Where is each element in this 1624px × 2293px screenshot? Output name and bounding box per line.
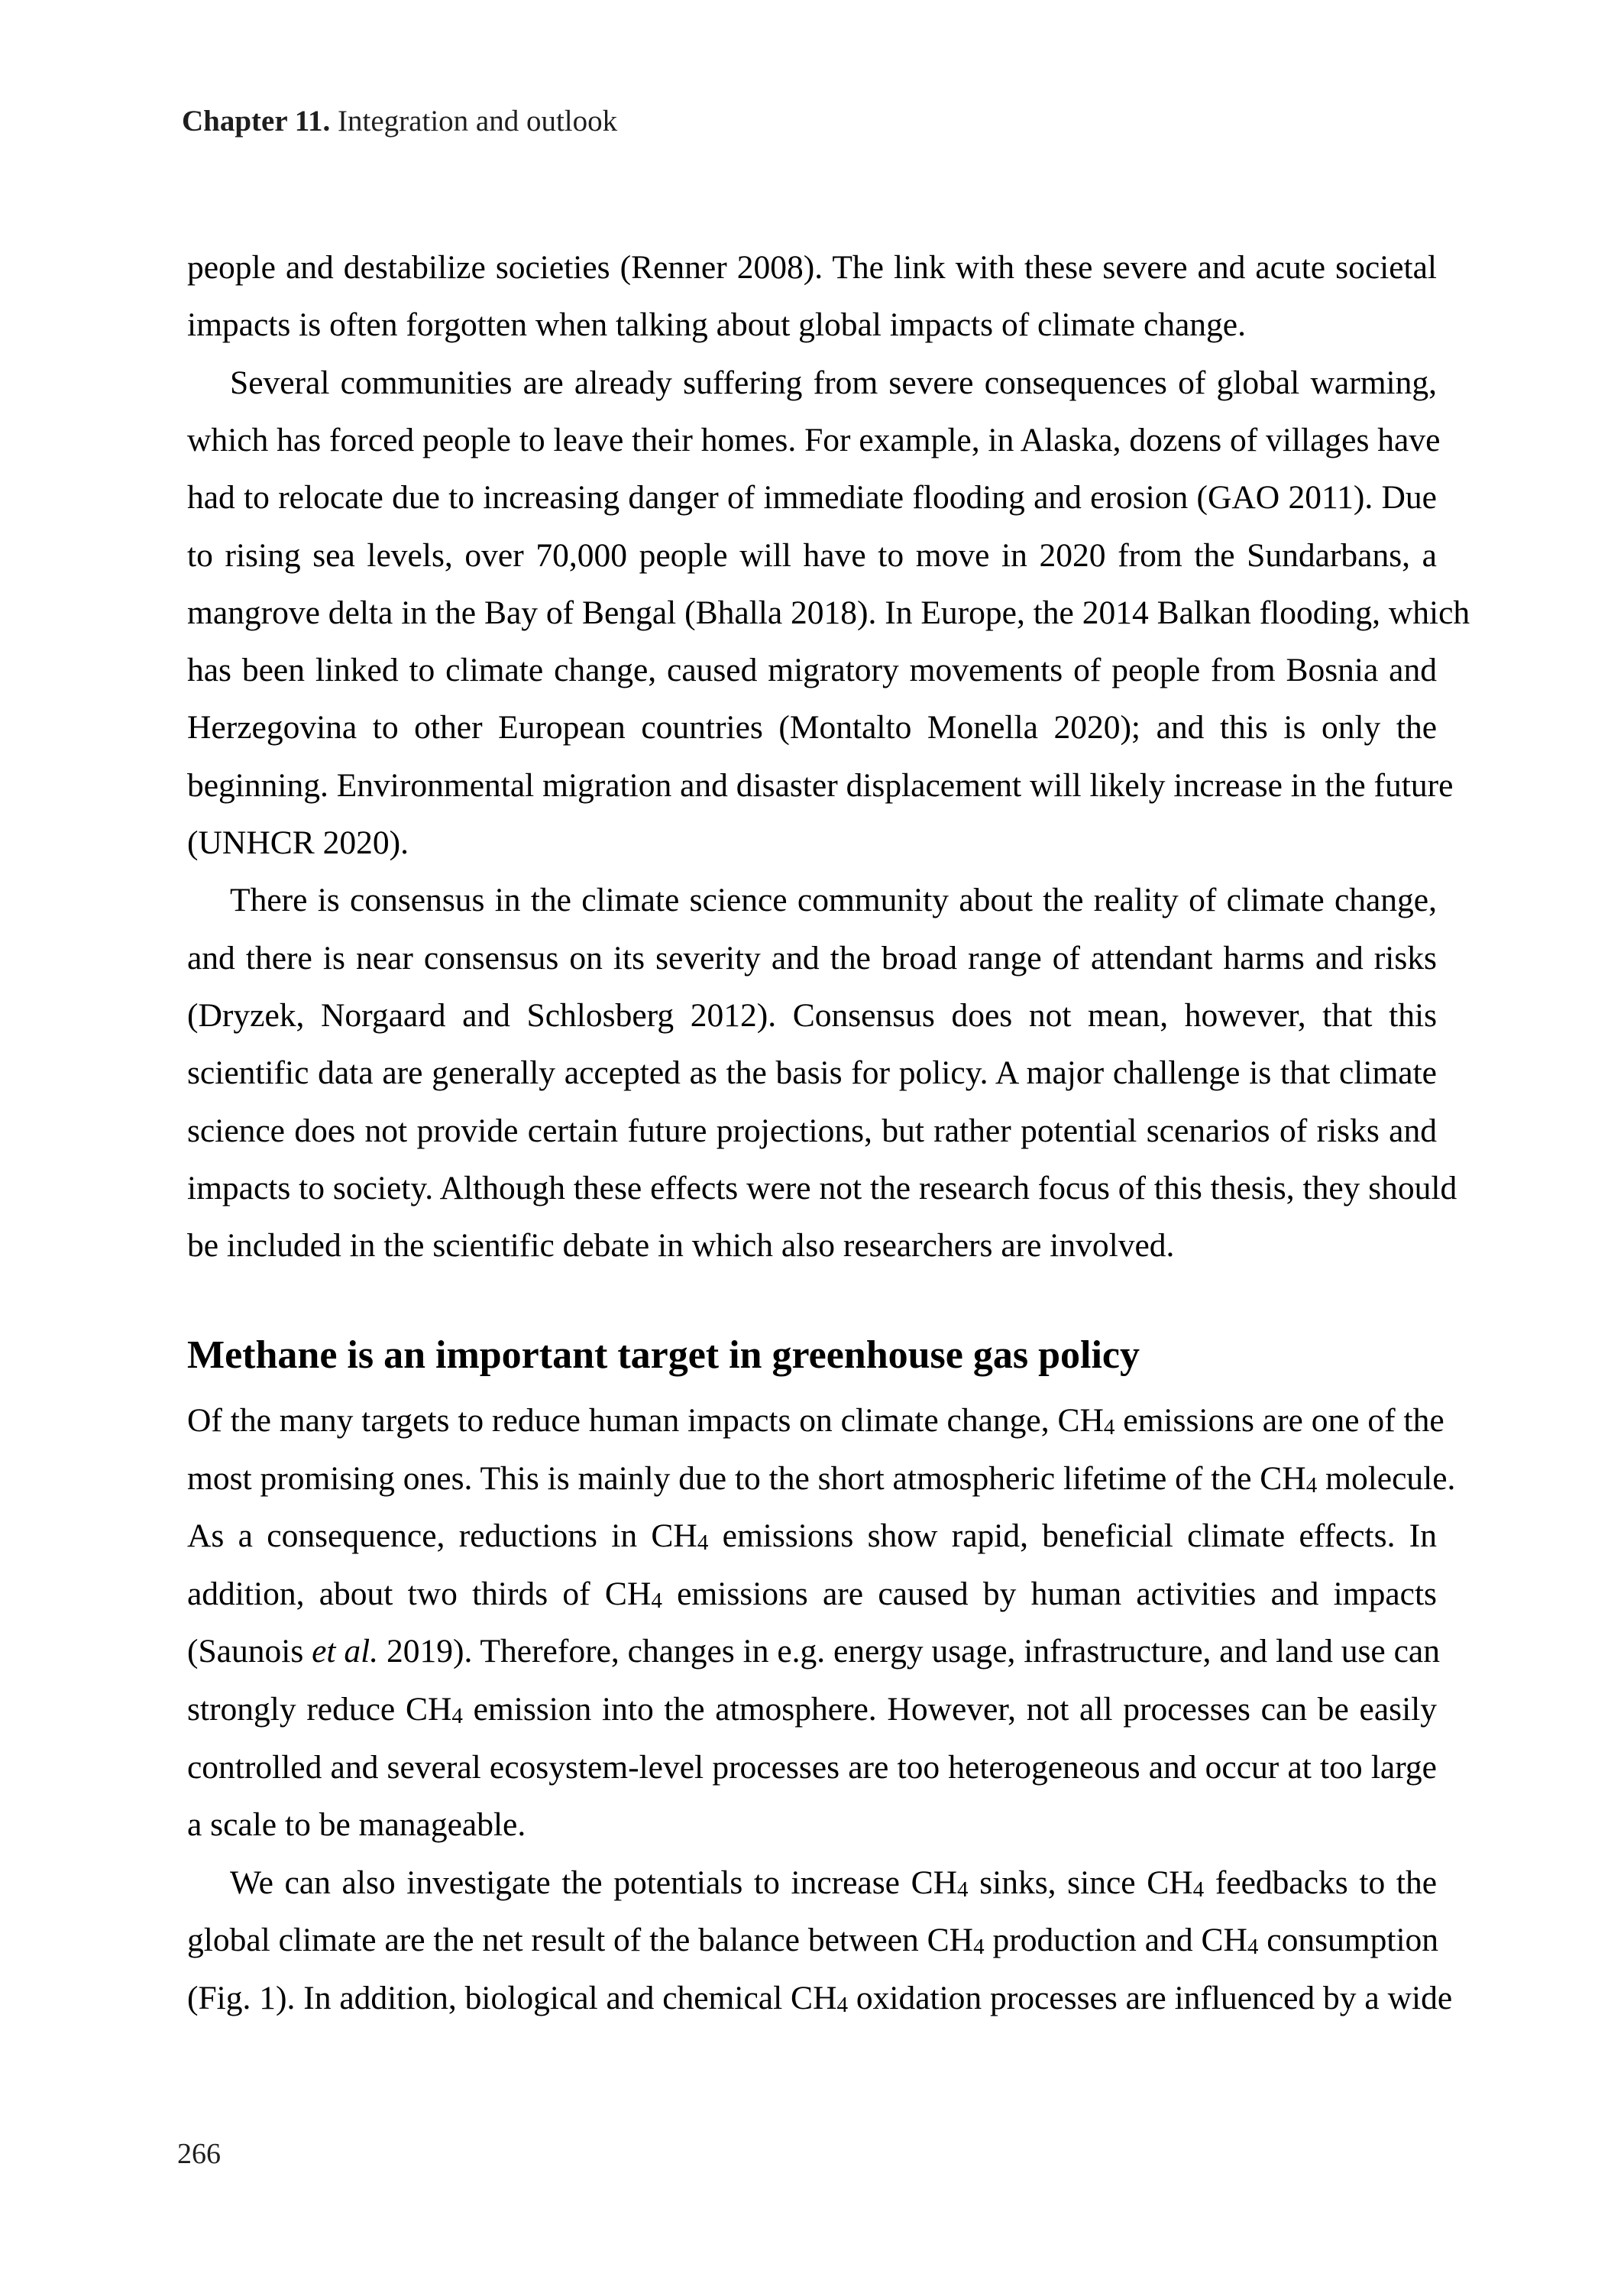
text-run: As a consequence, reductions in CH	[187, 1517, 697, 1555]
text-run: impacts to society. Although these effects were not the research focus of this thesis, they should	[187, 1169, 1457, 1206]
text-line	[187, 248, 1437, 287]
text-line	[187, 996, 1437, 1035]
text-run: consumption	[1258, 1922, 1439, 1959]
text-line	[187, 305, 1437, 345]
text-line	[187, 880, 1437, 920]
page-number: 266	[177, 2138, 221, 2170]
text-line	[187, 1111, 1437, 1151]
text-line	[187, 1920, 1437, 1960]
text-run: had to relocate due to increasing danger of immediate flooding and erosion (GAO 2011). Due	[187, 479, 1437, 517]
chapter-number: Chapter 11.	[182, 105, 331, 138]
text-line	[187, 1574, 1437, 1614]
subscript: 4	[957, 1877, 969, 1902]
text-run: (Dryzek, Norgaard and Schlosberg 2012). Consensus does not mean, however, that this	[187, 996, 1437, 1034]
text-run: emissions show rapid, beneficial climate effects. In	[708, 1517, 1437, 1555]
text-run: to rising sea levels, over 70,000 people will have to move in 2020 from the Sundarbans, a	[187, 536, 1437, 574]
subscript: 4	[836, 1993, 848, 2017]
text-line	[187, 823, 1437, 863]
text-line	[187, 1168, 1457, 1208]
text-line	[187, 1863, 1437, 1903]
text-run: strongly reduce CH	[187, 1691, 452, 1728]
text-run: sinks, since CH	[968, 1864, 1193, 1901]
text-line	[187, 708, 1437, 747]
text-run: impacts is often forgotten when talking about global impacts of climate change.	[187, 306, 1246, 344]
text-line	[187, 593, 1470, 633]
text-run: scientific data are generally accepted as the basis for policy. A major challenge is that climate	[187, 1054, 1437, 1092]
text-line	[187, 1978, 1453, 2018]
text-run: (Fig. 1). In addition, biological and chemical CH	[187, 1980, 837, 2016]
text-line	[187, 766, 1454, 805]
text-run: mangrove delta in the Bay of Bengal (Bhalla 2018). In Europe, the 2014 Balkan flooding, which	[187, 594, 1470, 631]
text-run: global climate are the net result of the balance between CH	[187, 1922, 974, 1959]
text-run: emissions are one of the	[1114, 1402, 1444, 1439]
subscript: 4	[1192, 1877, 1205, 1902]
running-header	[182, 104, 617, 139]
text-run: be included in the scientific debate in which also researchers are involved.	[187, 1227, 1175, 1265]
text-run: people and destabilize societies (Renner 2008). The link with these severe and acute societal	[187, 249, 1437, 286]
subscript: 4	[1305, 1472, 1318, 1498]
text-run: molecule.	[1317, 1459, 1456, 1497]
text-line	[187, 1631, 1440, 1671]
text-run: which has forced people to leave their homes. For example, in Alaska, dozens of villages have	[187, 421, 1441, 458]
text-line	[187, 1689, 1437, 1729]
text-run: Of the many targets to reduce human impacts on climate change, CH	[187, 1402, 1104, 1439]
subscript: 4	[651, 1588, 662, 1613]
subscript: 4	[1103, 1415, 1115, 1440]
text-run: Herzegovina to other European countries (Montalto Monella 2020); and this is only the	[187, 709, 1437, 747]
text-run: feedbacks to the	[1204, 1864, 1438, 1901]
text-run: production and CH	[984, 1922, 1247, 1959]
text-run: oxidation processes are influenced by a wide	[847, 1980, 1453, 2016]
text-run: (Saunois	[187, 1633, 312, 1670]
text-line	[187, 1805, 1437, 1844]
italic-text: et al.	[312, 1633, 379, 1670]
text-run: most promising ones. This is mainly due to the short atmospheric lifetime of the CH	[187, 1459, 1306, 1497]
text-run: has been linked to climate change, caused migratory movements of people from Bosnia and	[187, 652, 1437, 689]
text-run: (UNHCR 2020).	[187, 824, 409, 861]
text-line	[187, 938, 1437, 978]
text-run: addition, about two thirds of CH	[187, 1575, 652, 1612]
text-line	[187, 1516, 1437, 1556]
text-line	[187, 478, 1437, 517]
section-heading: Methane is an important target in greenhouse gas policy	[187, 1333, 1140, 1377]
text-line	[187, 650, 1437, 690]
text-line	[187, 1401, 1444, 1440]
text-run: Several communities are already suffering from severe consequences of global warming,	[230, 364, 1437, 401]
subscript: 4	[451, 1704, 463, 1728]
text-line	[187, 420, 1441, 460]
text-line	[187, 1459, 1456, 1498]
text-line	[187, 1053, 1437, 1093]
subscript: 4	[697, 1530, 709, 1556]
subscript: 4	[973, 1935, 985, 1960]
text-run: emission into the atmosphere. However, not all processes can be easily	[462, 1691, 1437, 1728]
text-run: controlled and several ecosystem-level processes are too heterogeneous and occur at too large	[187, 1748, 1437, 1786]
subscript: 4	[1247, 1935, 1259, 1960]
text-line	[187, 1747, 1437, 1787]
text-line	[187, 1226, 1437, 1265]
text-run: We can also investigate the potentials to increase CH	[230, 1864, 958, 1901]
text-run: There is consensus in the climate science community about the reality of climate change,	[230, 882, 1437, 919]
text-run: and there is near consensus on its severity and the broad range of attendant harms and risks	[187, 939, 1437, 976]
text-run: a scale to be manageable.	[187, 1806, 526, 1844]
text-run: beginning. Environmental migration and disaster displacement will likely increase in the future	[187, 766, 1454, 804]
chapter-title: Integration and outlook	[330, 105, 618, 138]
text-line	[187, 363, 1437, 403]
text-run: 2019). Therefore, changes in e.g. energy usage, infrastructure, and land use can	[378, 1633, 1440, 1670]
text-line	[187, 536, 1437, 575]
text-run: emissions are caused by human activities and impacts	[662, 1575, 1437, 1612]
text-run: science does not provide certain future projections, but rather potential scenarios of risks and	[187, 1112, 1437, 1149]
